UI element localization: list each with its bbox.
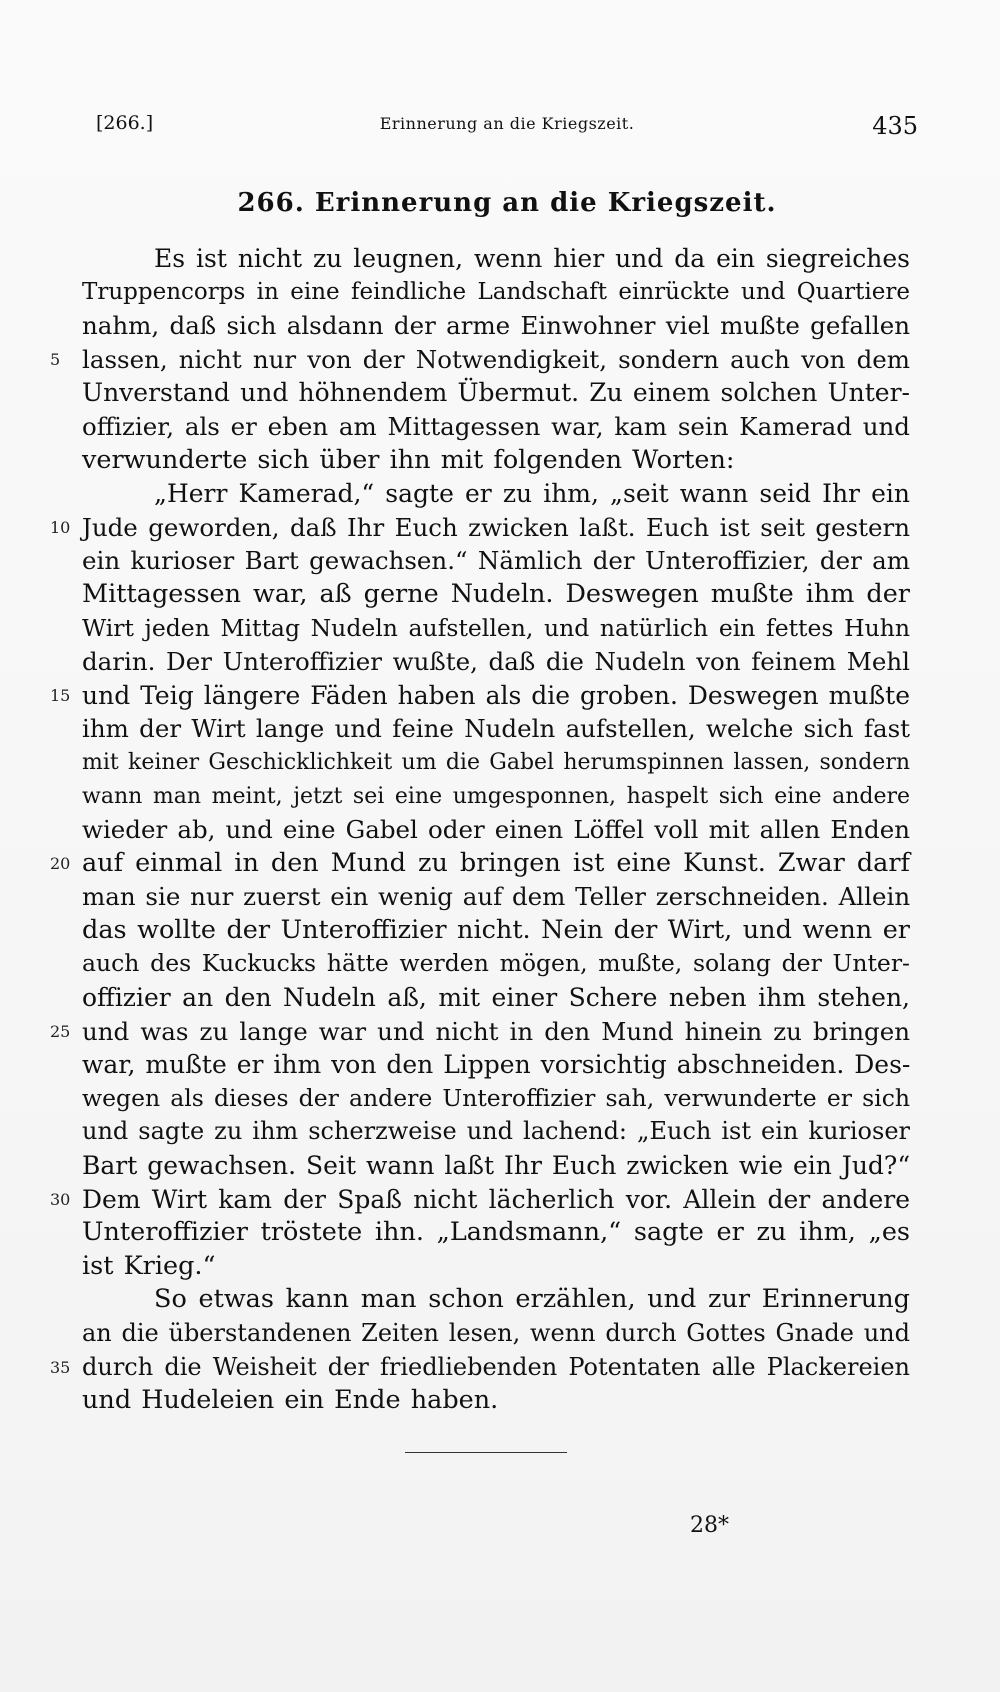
section-reference: [266.]	[96, 112, 154, 134]
line-number: 10	[50, 517, 71, 537]
text-line	[82, 612, 910, 646]
text-line	[50, 1183, 910, 1217]
text-line	[82, 1149, 910, 1183]
line-text: offizier, als er eben am Mittagessen war, kam sein Kamerad und	[82, 411, 910, 441]
line-text: offizier an den Nudeln aß, mit einer Schere neben ihm stehen,	[82, 983, 910, 1013]
line-text: ist Krieg.“	[82, 1250, 216, 1281]
text-line	[82, 1317, 910, 1351]
line-text: Unverstand und höhnendem Übermut. Zu einem solchen Unter-	[82, 378, 910, 408]
text-line	[82, 813, 910, 847]
line-number: 5	[50, 349, 61, 369]
text-line	[82, 242, 910, 276]
text-line	[82, 1082, 910, 1116]
signature-mark: 28*	[690, 1513, 729, 1538]
text-line	[82, 1250, 910, 1284]
text-line	[82, 712, 910, 746]
line-text: „Herr Kamerad,“ sagte er zu ihm, „seit wann seid Ihr ein	[154, 479, 910, 509]
line-text: mit keiner Geschicklichkeit um die Gabel herumspinnen lassen, sondern	[82, 749, 910, 775]
text-line	[82, 780, 910, 814]
line-text: durch die Weisheit der friedliebenden Potentaten alle Plackereien	[82, 1352, 910, 1381]
text-line	[82, 746, 910, 780]
text-line	[82, 981, 910, 1015]
text-line	[82, 1048, 910, 1082]
body-text	[50, 242, 911, 1418]
text-line	[82, 276, 910, 310]
text-line	[50, 1351, 910, 1385]
line-text: wann man meint, jetzt sei eine umgesponnen, haspelt sich eine andere	[82, 783, 910, 809]
text-line	[82, 914, 910, 948]
line-text: Bart gewachsen. Seit wann laßt Ihr Euch zwicken wie ein Jud?“	[82, 1151, 911, 1181]
line-text: auf einmal in den Mund zu bringen ist eine Kunst. Zwar darf	[82, 847, 910, 878]
text-line	[82, 376, 910, 410]
line-text: nahm, daß sich alsdann der arme Einwohner viel mußte gefallen	[82, 311, 910, 341]
line-text: Truppencorps in eine feindliche Landschaft einrückte und Quartiere	[82, 278, 910, 305]
text-line	[82, 410, 910, 444]
line-text: und was zu lange war und nicht in den Mund hinein zu bringen	[82, 1016, 910, 1046]
section-heading: 266. Erinnerung an die Kriegszeit.	[237, 188, 777, 218]
line-text: ein kurioser Bart gewachsen.“ Nämlich der Unteroffizier, der am	[82, 546, 910, 576]
text-line	[82, 880, 910, 914]
text-line	[82, 947, 910, 981]
line-number: 30	[50, 1189, 71, 1209]
line-text: wieder ab, und eine Gabel oder einen Löffel voll mit allen Enden	[82, 815, 910, 845]
line-text: und sagte zu ihm scherzweise und lachend: „Euch ist ein kurioser	[82, 1117, 910, 1146]
line-text: und Hudeleien ein Ende haben.	[82, 1385, 499, 1416]
line-number: 25	[50, 1021, 71, 1041]
line-number: 20	[50, 853, 71, 873]
line-text: man sie nur zuerst ein wenig auf dem Teller zerschneiden. Allein	[82, 882, 911, 912]
text-line	[82, 1216, 910, 1250]
line-text: lassen, nicht nur von der Notwendigkeit, sondern auch von dem	[82, 344, 910, 374]
line-text: Dem Wirt kam der Spaß nicht lächerlich vor. Allein der andere	[82, 1184, 910, 1214]
line-text: Mittagessen war, aß gerne Nudeln. Deswegen mußte ihm der	[82, 578, 910, 609]
line-text: Es ist nicht zu leugnen, wenn hier und da ein siegreiches	[154, 244, 910, 273]
line-text: So etwas kann man schon erzählen, und zur Erinnerung	[154, 1284, 910, 1315]
running-head	[96, 112, 918, 142]
text-line	[82, 309, 910, 343]
line-text: Jude geworden, daß Ihr Euch zwicken laßt. Euch ist seit gestern	[82, 512, 910, 542]
text-line	[82, 1115, 910, 1149]
text-line	[82, 444, 910, 478]
running-title: Erinnerung an die Kriegszeit.	[379, 114, 635, 133]
line-text: an die überstandenen Zeiten lesen, wenn durch Gottes Gnade und	[82, 1319, 910, 1347]
line-text: auch des Kuckucks hätte werden mögen, mußte, solang der Unter-	[82, 949, 910, 978]
line-text: verwunderte sich über ihn mit folgenden Worten:	[82, 444, 735, 475]
line-text: Unteroffizier tröstete ihn. „Landsmann,“ sagte er zu ihm, „es	[82, 1217, 910, 1248]
line-text: Wirt jeden Mittag Nudeln aufstellen, und natürlich ein fettes Huhn	[82, 613, 910, 642]
page-number: 435	[872, 112, 918, 140]
text-line	[82, 1384, 910, 1418]
end-rule	[405, 1452, 567, 1453]
line-text: darin. Der Unteroffizier wußte, daß die Nudeln von feinem Mehl	[82, 647, 910, 677]
text-line	[50, 511, 910, 545]
text-line	[82, 477, 910, 511]
line-text: und Teig längere Fäden haben als die groben. Deswegen mußte	[82, 680, 910, 710]
text-line	[50, 679, 910, 713]
line-number: 35	[50, 1357, 71, 1377]
line-text: war, mußte er ihm von den Lippen vorsichtig abschneiden. Des-	[82, 1050, 911, 1080]
line-number: 15	[50, 685, 71, 705]
text-line	[82, 1283, 910, 1317]
line-text: wegen als dieses der andere Unteroffizier sah, verwunderte er sich	[82, 1083, 910, 1112]
text-line	[82, 578, 910, 612]
text-line	[50, 847, 910, 881]
text-line	[50, 1015, 910, 1049]
line-text: ihm der Wirt lange und feine Nudeln aufstellen, welche sich fast	[82, 714, 910, 744]
text-line	[50, 343, 910, 377]
text-line	[82, 544, 910, 578]
text-line	[82, 645, 910, 679]
line-text: das wollte der Unteroffizier nicht. Nein der Wirt, und wenn er	[82, 914, 910, 945]
